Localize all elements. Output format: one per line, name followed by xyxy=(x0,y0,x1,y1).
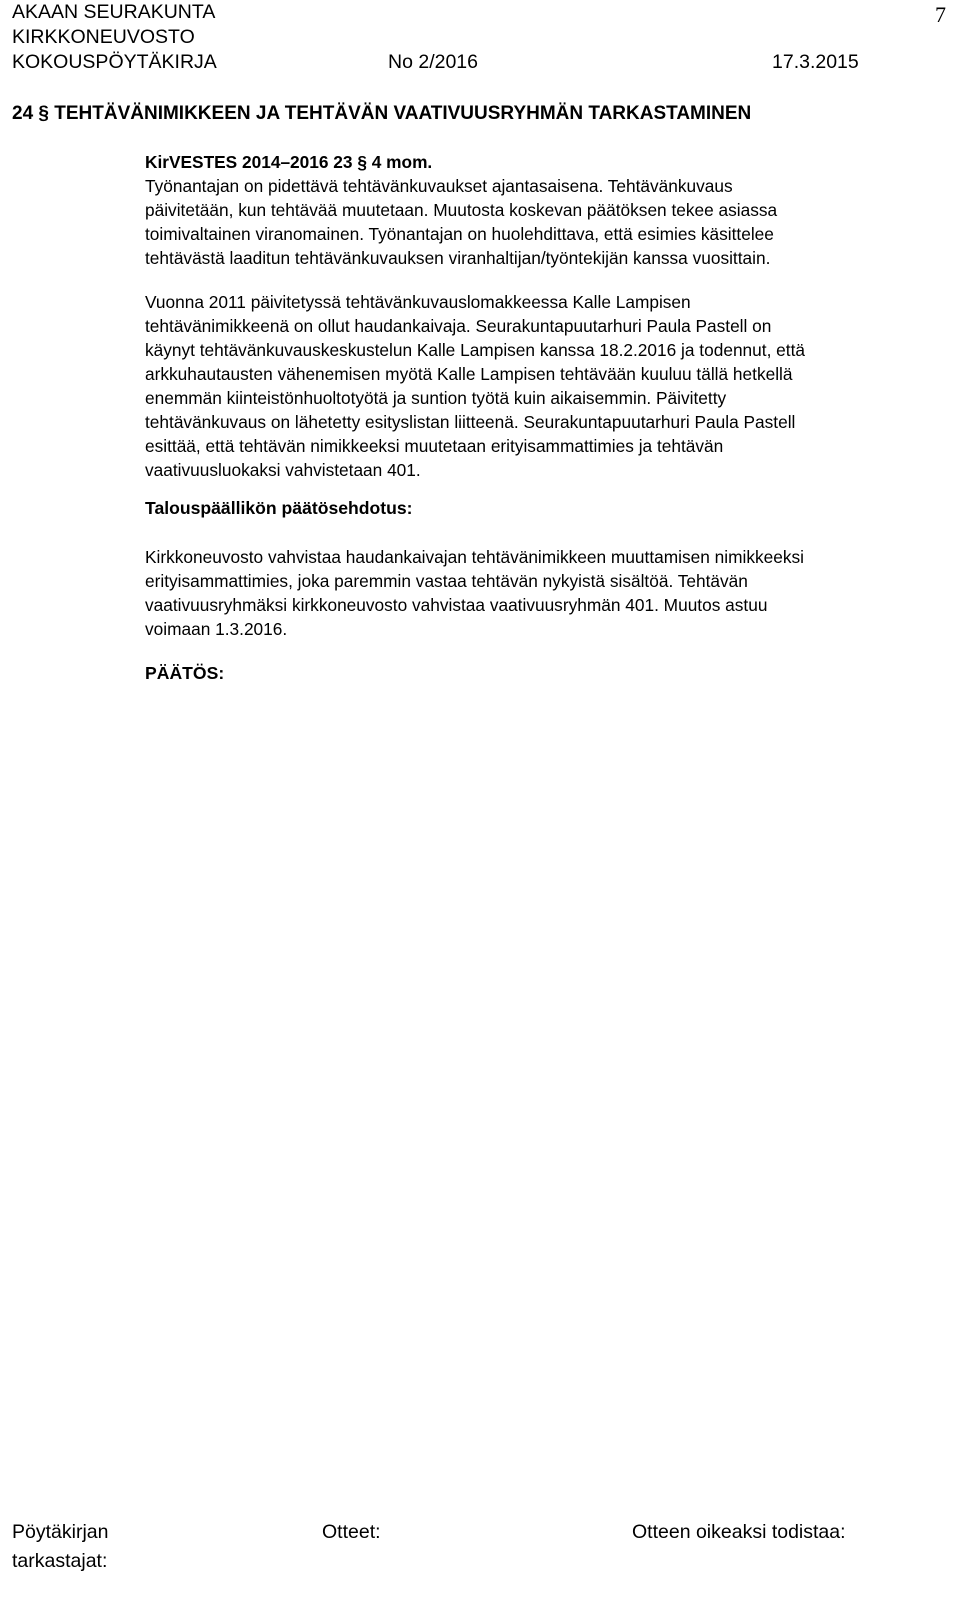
body-name: KIRKKONEUVOSTO xyxy=(12,26,195,48)
paragraph-line: tehtävänkuvaus on lähetetty esityslistan liitteenä. Seurakuntapuutarhuri Paula Pastell xyxy=(145,412,796,432)
proposal-label: Talouspäällikön päätösehdotus: xyxy=(145,498,413,518)
paragraph-line: erityisammattimies, joka paremmin vastaa tehtävän nykyistä sisältöä. Tehtävän xyxy=(145,571,748,591)
reference-block xyxy=(145,150,945,270)
background-paragraph xyxy=(145,290,945,482)
document-header xyxy=(12,0,892,75)
organization-name: AKAAN SEURAKUNTA xyxy=(12,1,216,23)
reference-line: toimivaltainen viranomainen. Työnantajan on huolehdittava, että esimies käsittelee xyxy=(145,224,774,244)
extracts-field: Otteet: xyxy=(322,1521,381,1543)
header-line-1 xyxy=(12,0,892,25)
proposal-paragraph xyxy=(145,545,945,641)
paragraph-line: Vuonna 2011 päivitetyssä tehtävänkuvauslomakkeessa Kalle Lampisen xyxy=(145,292,691,312)
reviewers-label-line-1: Pöytäkirjan xyxy=(12,1521,109,1543)
document-number: No 2/2016 xyxy=(388,51,478,73)
reference-line: tehtävästä laaditun tehtävänkuvauksen viranhaltijan/työntekijän kanssa vuosittain. xyxy=(145,248,771,268)
paragraph-line: vaativuusluokaksi vahvistetaan 401. xyxy=(145,460,421,480)
document-type: KOKOUSPÖYTÄKIRJA xyxy=(12,51,217,73)
section-title: 24 § TEHTÄVÄNIMIKKEEN JA TEHTÄVÄN VAATIVUUSRYHMÄN TARKASTAMINEN xyxy=(12,103,752,124)
paragraph-line: voimaan 1.3.2016. xyxy=(145,619,288,639)
reviewers-label-line-2: tarkastajat: xyxy=(12,1550,108,1572)
paragraph-line: käynyt tehtävänkuvauskeskustelun Kalle Lampisen kanssa 18.2.2016 ja todennut, että xyxy=(145,340,806,360)
paragraph-line: esittää, että tehtävän nimikkeeksi muutetaan erityisammattimies ja tehtävän xyxy=(145,436,724,456)
reviewers-field xyxy=(12,1518,108,1576)
page-number: 7 xyxy=(935,2,946,27)
paragraph-line: arkkuhautausten vähenemisen myötä Kalle Lampisen tehtävään kuuluu tällä hetkellä xyxy=(145,364,793,384)
paragraph-line: Kirkkoneuvosto vahvistaa haudankaivajan tehtävänimikkeen muuttamisen nimikkeeksi xyxy=(145,547,804,567)
document-date: 17.3.2015 xyxy=(772,51,859,73)
paragraph-line: enemmän kiinteistönhuoltotyötä ja suntion työtä kuin aikaisemmin. Päivitetty xyxy=(145,388,727,408)
header-line-3 xyxy=(12,50,892,75)
reference-citation: KirVESTES 2014–2016 23 § 4 mom. xyxy=(145,152,433,172)
paragraph-line: tehtävänimikkeenä on ollut haudankaivaja. Seurakuntapuutarhuri Paula Pastell on xyxy=(145,316,772,336)
header-line-2 xyxy=(12,25,892,50)
paragraph-line: vaativuusryhmäksi kirkkoneuvosto vahvistaa vaativuusryhmän 401. Muutos astuu xyxy=(145,595,768,615)
decision-label: PÄÄTÖS: xyxy=(145,663,225,683)
reference-line: Työnantajan on pidettävä tehtävänkuvaukset ajantasaisena. Tehtävänkuvaus xyxy=(145,176,733,196)
reference-line: päivitetään, kun tehtävää muutetaan. Muutosta koskevan päätöksen tekee asiassa xyxy=(145,200,778,220)
certified-field: Otteen oikeaksi todistaa: xyxy=(632,1521,846,1543)
